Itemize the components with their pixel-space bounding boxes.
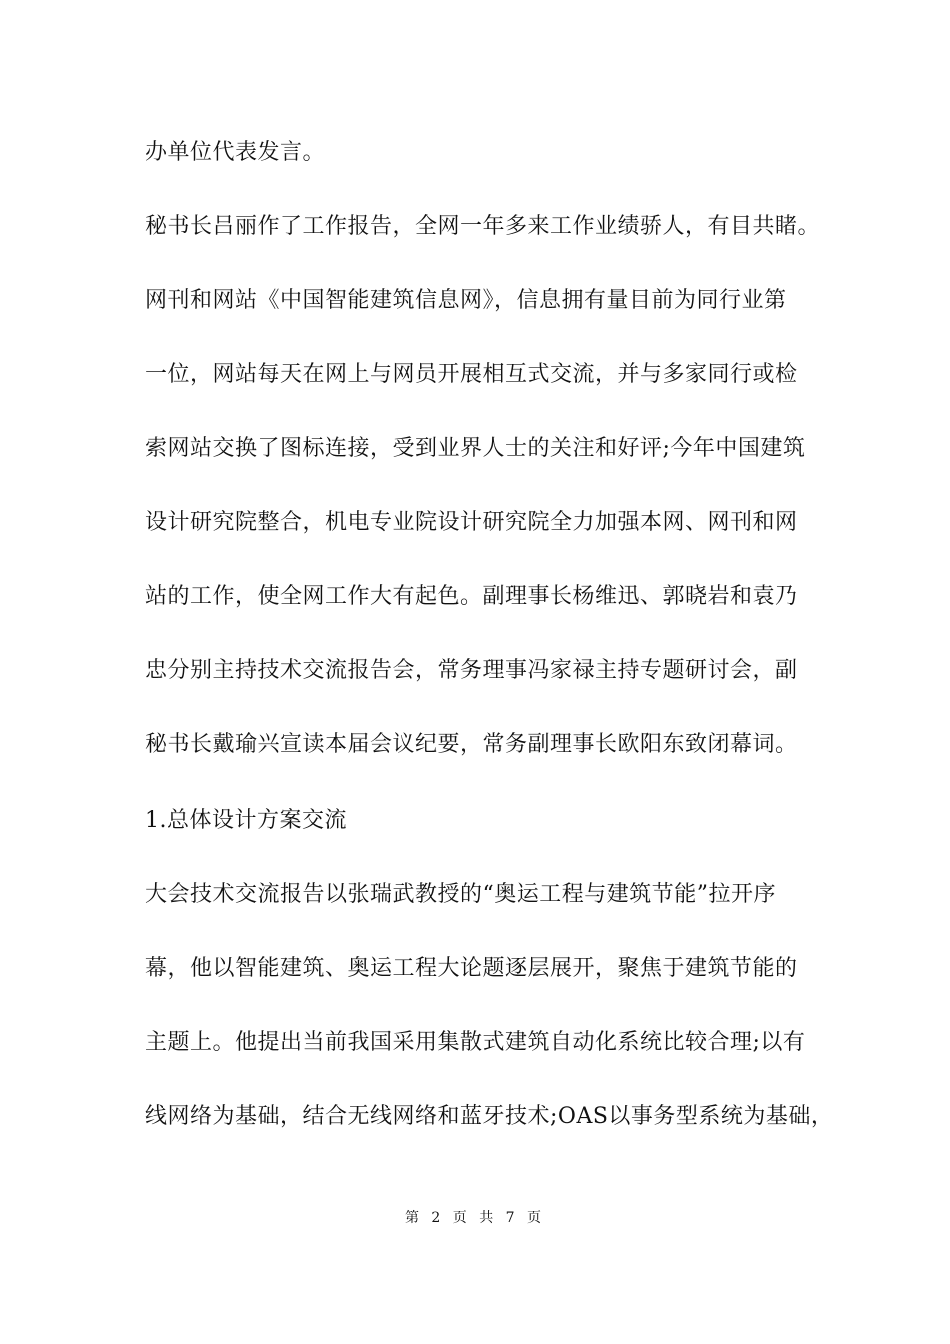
- paragraph-line: 线网络为基础，结合无线网络和蓝牙技术;OAS以事务型系统为基础，: [145, 1104, 834, 1129]
- paragraph-line: 网刊和网站《中国智能建筑信息网》，信息拥有量目前为同行业第: [145, 288, 787, 313]
- paragraph-line: 索网站交换了图标连接，受到业界人士的关注和好评;今年中国建筑: [145, 436, 806, 461]
- section-heading: 1.总体设计方案交流: [145, 808, 347, 833]
- paragraph-line: 办单位代表发言。: [145, 140, 326, 165]
- paragraph-line: 主题上。他提出当前我国采用集散式建筑自动化系统比较合理;以有: [145, 1030, 806, 1055]
- paragraph-line: 秘书长戴瑜兴宣读本届会议纪要，常务副理事长欧阳东致闭幕词。: [145, 732, 798, 757]
- paragraph-line: 站的工作，使全网工作大有起色。副理事长杨维迅、郭晓岩和袁乃: [145, 584, 798, 609]
- paragraph-line: 一位，网站每天在网上与网员开展相互式交流，并与多家同行或检: [145, 362, 798, 387]
- paragraph-line: 大会技术交流报告以张瑞武教授的“奥运工程与建筑节能”拉开序: [145, 882, 776, 907]
- paragraph-line: 幕，他以智能建筑、奥运工程大论题逐层展开，聚焦于建筑节能的: [145, 956, 798, 981]
- page-number-footer: 第 2 页 共 7 页: [404, 1210, 546, 1226]
- paragraph-line: 忠分别主持技术交流报告会，常务理事冯家禄主持专题研讨会，副: [145, 658, 798, 683]
- paragraph-line: 设计研究院整合，机电专业院设计研究院全力加强本网、网刊和网: [145, 510, 798, 535]
- paragraph-line: 秘书长吕丽作了工作报告，全网一年多来工作业绩骄人，有目共睹。: [145, 214, 821, 239]
